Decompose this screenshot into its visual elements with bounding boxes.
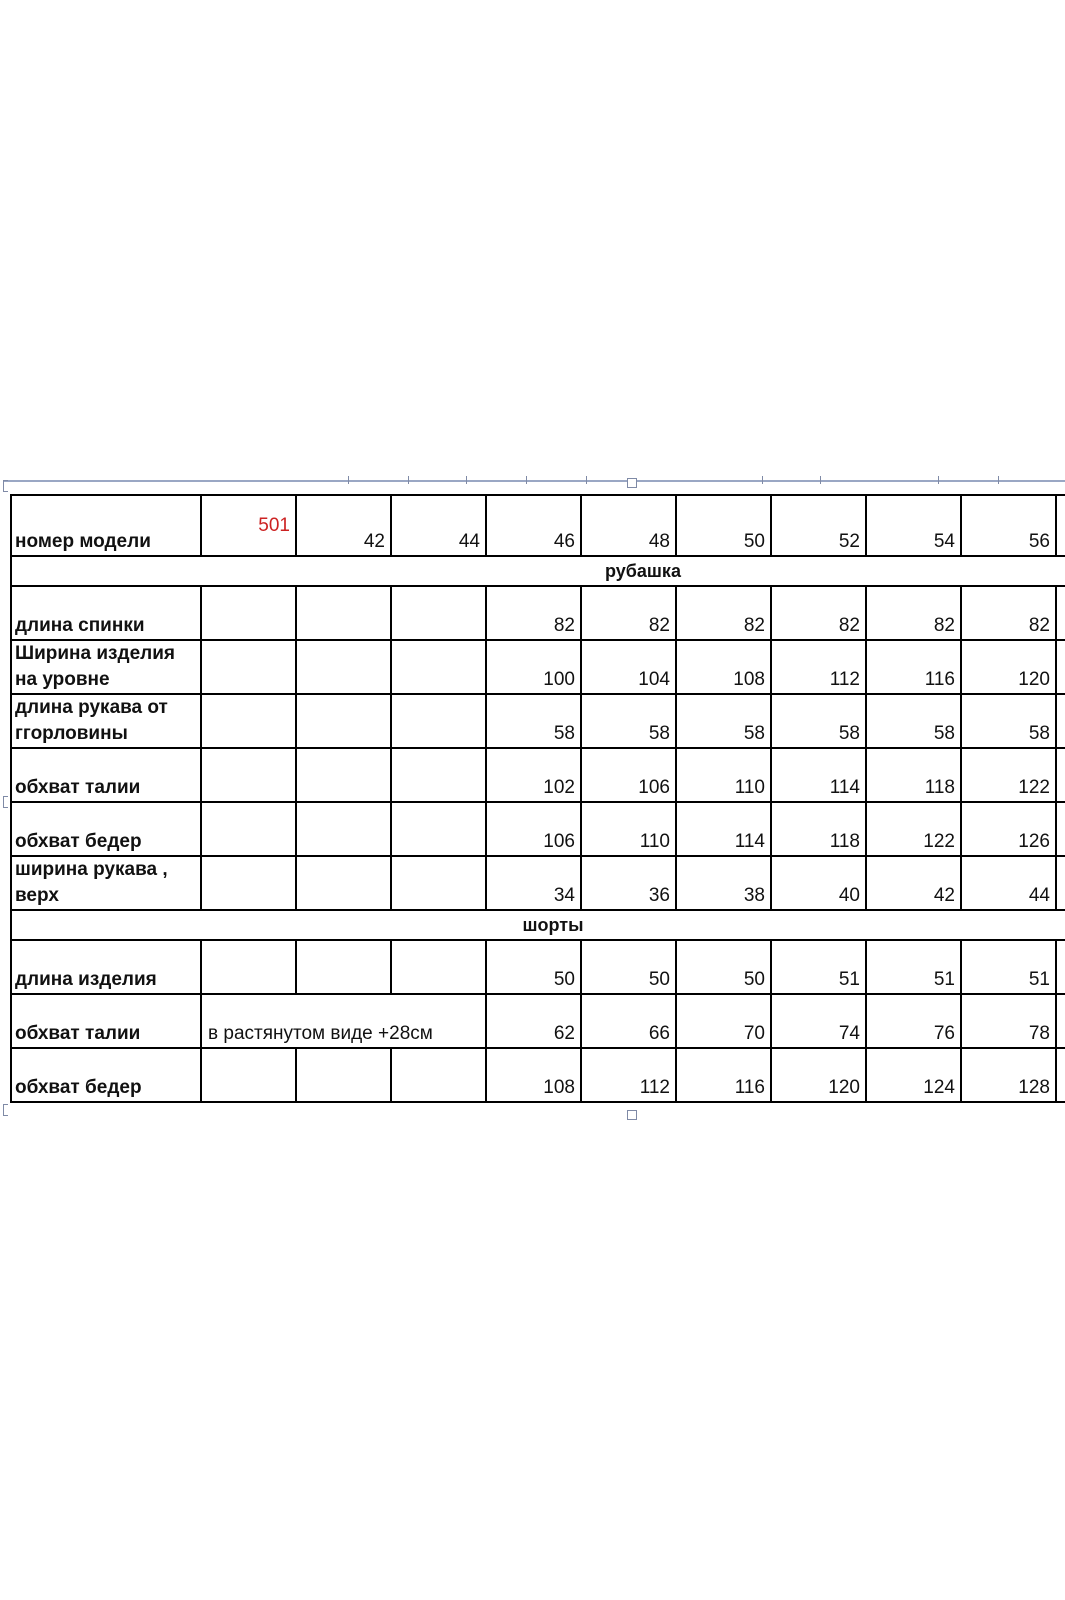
value-cell: 122 <box>866 802 961 856</box>
value-cell: 66 <box>581 994 676 1048</box>
row-label: обхват бедер <box>11 802 201 856</box>
value-cell: 51 <box>771 940 866 994</box>
value-cell: 106 <box>486 802 581 856</box>
value-cell: 34 <box>486 856 581 910</box>
value-cell: 118 <box>866 748 961 802</box>
value-cell: 76 <box>866 994 961 1048</box>
empty-cell <box>201 640 296 694</box>
value-cell: 100 <box>486 640 581 694</box>
row-label: обхват талии <box>11 748 201 802</box>
row-label: обхват талии <box>11 994 201 1048</box>
value-cell <box>391 640 486 694</box>
selection-frame-top <box>4 480 1065 482</box>
value-cell <box>391 1048 486 1102</box>
size-chart-table <box>10 494 1065 1103</box>
value-cell: 36 <box>581 856 676 910</box>
model-number-label: номер модели <box>11 495 201 556</box>
value-cell <box>296 694 391 748</box>
value-cell: 50 <box>676 940 771 994</box>
table-row <box>11 802 1065 856</box>
value-cell: 50 <box>486 940 581 994</box>
size-header-cell: 54 <box>866 495 961 556</box>
size-header-cell: 46 <box>486 495 581 556</box>
value-cell: 110 <box>581 802 676 856</box>
value-cell: 74 <box>771 994 866 1048</box>
value-cell: 58 <box>866 694 961 748</box>
size-header-cell: 50 <box>676 495 771 556</box>
value-cell: 82 <box>866 586 961 640</box>
value-cell: 114 <box>771 748 866 802</box>
value-cell <box>296 940 391 994</box>
value-cell: 112 <box>771 640 866 694</box>
size-header-cell: 44 <box>391 495 486 556</box>
value-cell: 50 <box>581 940 676 994</box>
table-row <box>11 748 1065 802</box>
value-cell: 40 <box>771 856 866 910</box>
value-cell: 62 <box>486 994 581 1048</box>
frame-side-mark <box>3 796 8 808</box>
frame-tick <box>762 476 763 484</box>
section-cell <box>11 556 1065 586</box>
edge-cell <box>1056 994 1065 1048</box>
model-number-value: 501 <box>201 495 296 556</box>
value-cell: 70 <box>676 994 771 1048</box>
section-title-shirt: рубашка <box>605 561 681 581</box>
row-label: длина рукава от ггорловины <box>11 694 201 748</box>
frame-side-mark <box>3 1104 8 1116</box>
value-cell <box>391 586 486 640</box>
value-cell: 58 <box>771 694 866 748</box>
edge-cell <box>1056 856 1065 910</box>
table-row <box>11 856 1065 910</box>
value-cell <box>391 802 486 856</box>
row-label: длина спинки <box>11 586 201 640</box>
empty-cell <box>201 940 296 994</box>
empty-cell <box>201 1048 296 1102</box>
value-cell <box>296 1048 391 1102</box>
edge-cell <box>1056 694 1065 748</box>
size-header-cell: 52 <box>771 495 866 556</box>
frame-handle-top <box>627 478 637 488</box>
frame-tick <box>466 476 467 484</box>
value-cell: 112 <box>581 1048 676 1102</box>
frame-tick <box>408 476 409 484</box>
value-cell: 126 <box>961 802 1056 856</box>
value-cell: 104 <box>581 640 676 694</box>
value-cell: 44 <box>961 856 1056 910</box>
value-cell: 82 <box>581 586 676 640</box>
value-cell: 108 <box>676 640 771 694</box>
value-cell: 118 <box>771 802 866 856</box>
value-cell: 128 <box>961 1048 1056 1102</box>
value-cell: 58 <box>486 694 581 748</box>
empty-cell <box>201 856 296 910</box>
value-cell: 42 <box>866 856 961 910</box>
table-row <box>11 1048 1065 1102</box>
row-label: длина изделия <box>11 940 201 994</box>
empty-cell <box>201 586 296 640</box>
section-row-shirt <box>11 556 1065 586</box>
value-cell <box>296 802 391 856</box>
value-cell: 110 <box>676 748 771 802</box>
value-cell: 82 <box>486 586 581 640</box>
frame-side-mark <box>3 480 8 492</box>
value-cell: 58 <box>581 694 676 748</box>
frame-tick <box>586 476 587 484</box>
value-cell: 82 <box>676 586 771 640</box>
value-cell: 51 <box>866 940 961 994</box>
value-cell <box>391 694 486 748</box>
value-cell: 120 <box>961 640 1056 694</box>
value-cell <box>296 856 391 910</box>
table-row <box>11 640 1065 694</box>
edge-cell <box>1056 748 1065 802</box>
value-cell: 114 <box>676 802 771 856</box>
value-cell: 106 <box>581 748 676 802</box>
value-cell <box>391 940 486 994</box>
value-cell: 58 <box>961 694 1056 748</box>
size-header-cell: 56 <box>961 495 1056 556</box>
value-cell: 108 <box>486 1048 581 1102</box>
value-cell: 58 <box>676 694 771 748</box>
table-row <box>11 694 1065 748</box>
value-cell: 124 <box>866 1048 961 1102</box>
value-cell: 82 <box>771 586 866 640</box>
edge-cell <box>1056 1048 1065 1102</box>
edge-cell <box>1056 802 1065 856</box>
note-cell: в растянутом виде +28см <box>201 994 486 1048</box>
size-header-cell: 48 <box>581 495 676 556</box>
frame-tick <box>820 476 821 484</box>
edge-cell <box>1056 586 1065 640</box>
row-label: Ширина изделия на уровне <box>11 640 201 694</box>
value-cell: 122 <box>961 748 1056 802</box>
value-cell: 102 <box>486 748 581 802</box>
frame-tick <box>348 476 349 484</box>
frame-tick <box>938 476 939 484</box>
table-row <box>11 940 1065 994</box>
value-cell: 78 <box>961 994 1056 1048</box>
value-cell <box>391 856 486 910</box>
section-title-shorts: шорты <box>522 915 584 935</box>
section-row-shorts <box>11 910 1065 940</box>
value-cell <box>391 748 486 802</box>
size-header-cell: 42 <box>296 495 391 556</box>
empty-cell <box>201 802 296 856</box>
value-cell: 38 <box>676 856 771 910</box>
edge-cell <box>1056 495 1065 556</box>
table-row <box>11 994 1065 1048</box>
empty-cell <box>201 748 296 802</box>
frame-tick <box>998 476 999 484</box>
value-cell <box>296 640 391 694</box>
empty-cell <box>201 694 296 748</box>
value-cell: 116 <box>866 640 961 694</box>
edge-cell <box>1056 940 1065 994</box>
frame-handle-bottom <box>627 1110 637 1120</box>
value-cell <box>296 748 391 802</box>
value-cell: 120 <box>771 1048 866 1102</box>
row-label: обхват бедер <box>11 1048 201 1102</box>
value-cell: 116 <box>676 1048 771 1102</box>
frame-tick <box>526 476 527 484</box>
value-cell: 51 <box>961 940 1056 994</box>
edge-cell <box>1056 640 1065 694</box>
header-row <box>11 495 1065 556</box>
value-cell: 82 <box>961 586 1056 640</box>
value-cell <box>296 586 391 640</box>
section-cell <box>11 910 1065 940</box>
row-label: ширина рукава , верх <box>11 856 201 910</box>
table-row <box>11 586 1065 640</box>
